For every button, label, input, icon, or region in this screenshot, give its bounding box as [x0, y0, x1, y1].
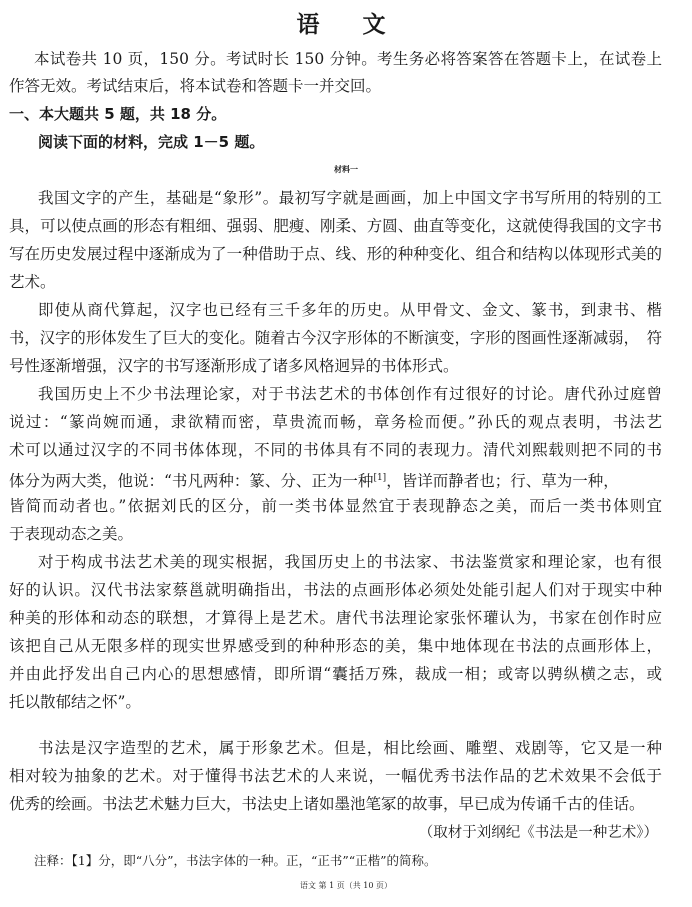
paragraph-line: 说过：“篆尚婉而通，隶欲精而密，草贵流而畅，章务检而便。”孙氏的观点表明，书法艺	[9, 413, 662, 431]
footnote-marker: [1]	[373, 473, 387, 483]
instruction-line: 作答无效。考试结束后，将本试卷和答题卡一并交回。	[9, 77, 382, 95]
paragraph-line: 于表现动态之美。	[9, 525, 134, 543]
instruction-line: 本试卷共 10 页，150 分。考试时长 150 分钟。考生务必将答案答在答题卡上，在试卷上	[34, 50, 662, 68]
paragraph-line: 写在历史发展过程中逐渐成为了一种借助于点、线、形的种种变化、组合和结构以体现形式美的	[9, 245, 662, 263]
paragraph-line: 对于构成书法艺术美的现实根据，我国历史上的书法家、书法鉴赏家和理论家，也有很	[38, 553, 662, 571]
paragraph-line: 皆简而动者也。”依据刘氏的区分，前一类书体显然宜于表现静态之美，而后一类书体则宜	[9, 497, 662, 515]
paragraph-text: 体分为两大类，他说：“书凡两种：篆、分、正为一种	[9, 472, 374, 491]
source-citation: （取材于刘纲纪《书法是一种艺术》）	[418, 825, 658, 841]
section-heading: 一、本大题共 5 题，共 18 分。	[9, 105, 227, 123]
paragraph-line: 艺术。	[9, 273, 56, 291]
paragraph-line: 优秀的绘画。书法艺术魅力巨大，书法史上诸如墨池笔冢的故事，早已成为传诵千古的佳话。	[9, 795, 645, 813]
paragraph-line: 书法是汉字造型的艺术，属于形象艺术。但是，相比绘画、雕塑、戏剧等，它又是一种	[38, 739, 662, 757]
material-title: 材料一	[334, 165, 358, 174]
paragraph-line: 好的认识。汉代书法家蔡邕就明确指出，书法的点画形体必须处处能引起人们对于现实中种	[9, 581, 662, 599]
paragraph-line: 该把自己从无限多样的现实世界感受到的种种形态的美，集中地体现在书法的点画形体上，	[9, 637, 662, 655]
paragraph-line: 我国文字的产生，基础是“象形”。最初写字就是画画，加上中国文字书写所用的特别的工	[38, 189, 662, 207]
paragraph-line: 我国历史上不少书法理论家，对于书法艺术的书体创作有过很好的讨论。唐代孙过庭曾	[38, 385, 662, 403]
paragraph-line: 具，可以使点画的形态有粗细、强弱、肥瘦、刚柔、方圆、曲直等变化，这就使得我国的文字书	[9, 217, 662, 235]
paragraph-line: 即使从商代算起，汉字也已经有三千多年的历史。从甲骨文、金文、篆书，到隶书、楷	[38, 301, 662, 319]
footnote: 注释：【1】分，即“八分”，书法字体的一种。正，“正书”“正楷”的简称。	[34, 853, 437, 868]
paragraph-line: 书，汉字的形体发生了巨大的变化。随着古今汉字形体的不断演变，字形的图画性逐渐减弱， 符	[9, 329, 662, 347]
paragraph-line: 种美的形体和动态的联想，才算得上是艺术。唐代书法理论家张怀瓘认为，书家在创作时应	[9, 609, 662, 627]
paragraph-line-with-footnote	[9, 468, 619, 491]
paragraph-text: ，皆详而静者也；行、草为一种，	[386, 472, 619, 491]
paragraph-line: 号性逐渐增强，汉字的书写逐渐形成了诸多风格迥异的书体形式。	[9, 357, 459, 375]
page-title: 语 文	[296, 12, 396, 38]
page-footer: 语文 第 1 页（共 10 页）	[300, 881, 392, 890]
paragraph-line: 托以散郁结之怀”。	[9, 693, 141, 711]
paragraph-line: 术可以通过汉字的不同书体体现，不同的书体具有不同的表现力。清代刘熙载则把不同的书	[9, 441, 662, 459]
paragraph-line: 并由此抒发出自己内心的思想感情，即所谓“囊括万殊，裁成一相；或寄以骋纵横之志，或	[9, 665, 662, 683]
reading-prompt: 阅读下面的材料，完成 1－5 题。	[38, 133, 265, 151]
paragraph-line: 相对较为抽象的艺术。对于懂得书法艺术的人来说，一幅优秀书法作品的艺术效果不会低于	[9, 767, 662, 785]
